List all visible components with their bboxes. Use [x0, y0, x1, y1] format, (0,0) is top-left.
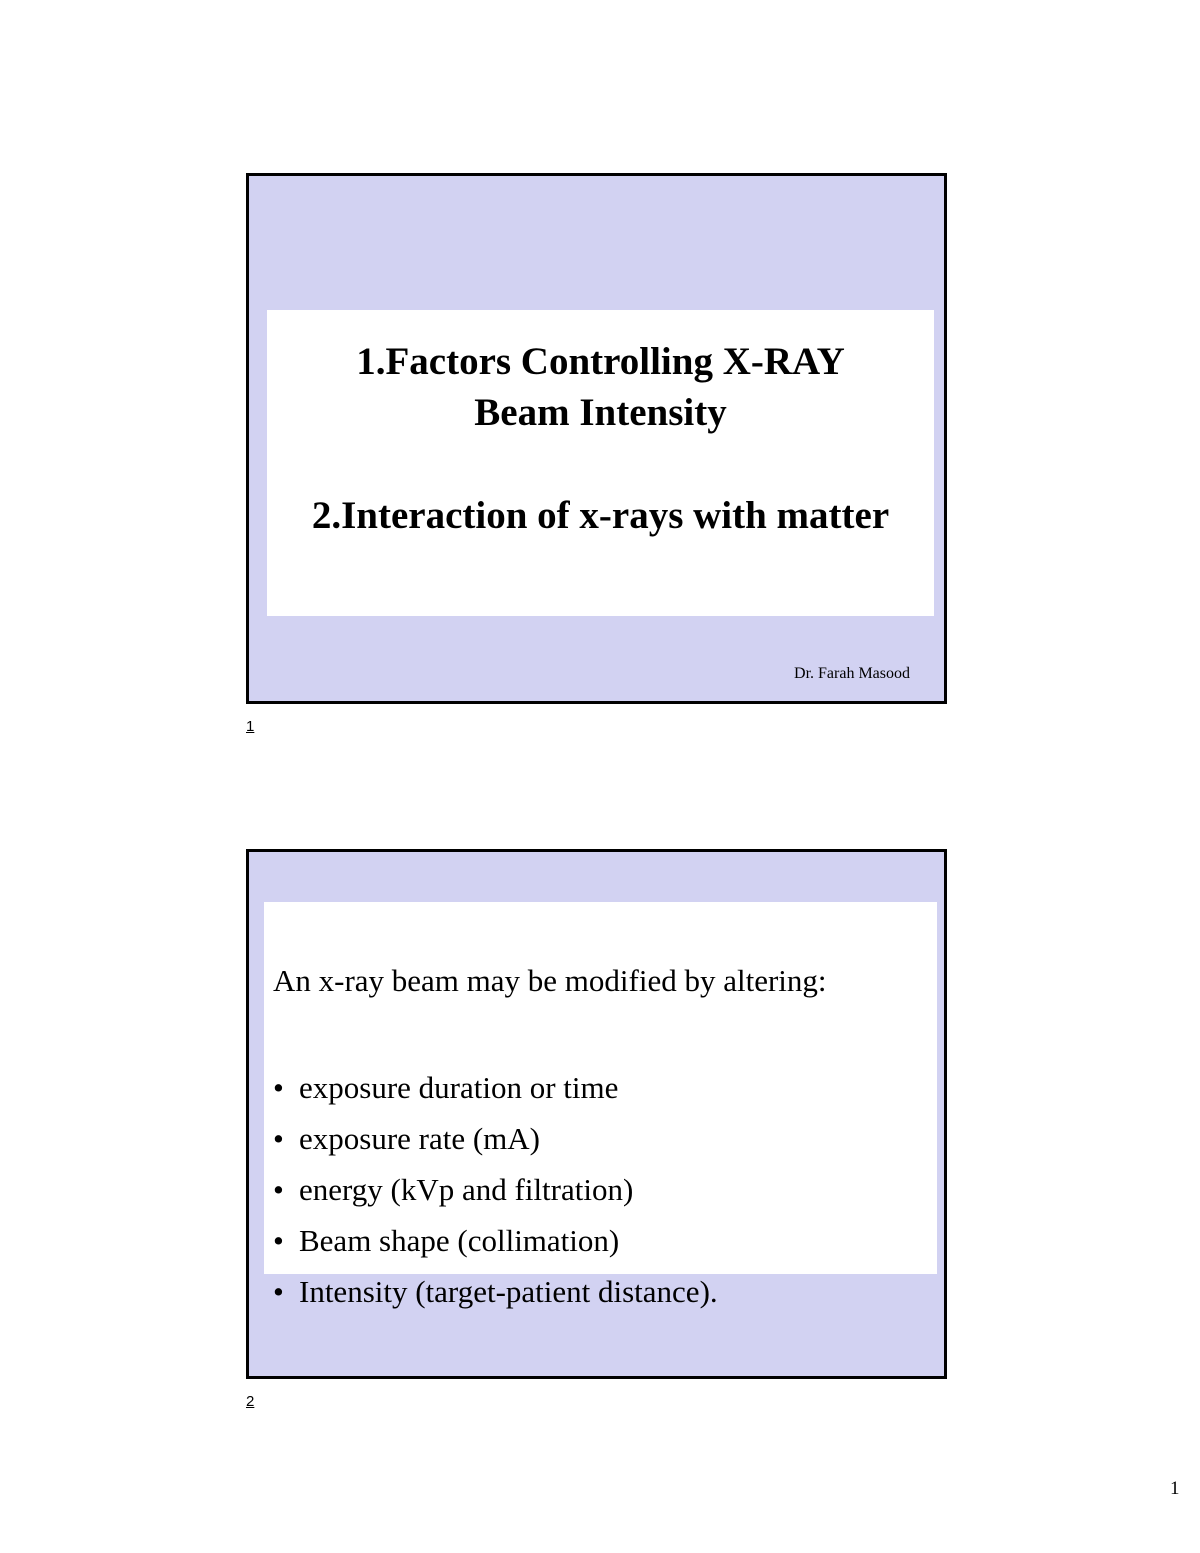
title-line-1: 1.Factors Controlling X-RAY [356, 340, 845, 383]
bullet-icon: • [273, 1223, 284, 1258]
lead-text: An x-ray beam may be modified by altering: [273, 963, 827, 998]
list-item [273, 1266, 718, 1317]
title-line-3: 2.Interaction of x-rays with matter [311, 494, 890, 537]
bullet-icon: • [273, 1274, 284, 1309]
bullet-text: energy (kVp and filtration) [299, 1172, 634, 1207]
bullet-icon: • [273, 1172, 284, 1207]
title-line-2: Beam Intensity [474, 391, 727, 434]
bullet-text: exposure duration or time [299, 1070, 619, 1105]
author-credit: Dr. Farah Masood [794, 665, 910, 682]
slide-2 [246, 849, 947, 1379]
page-number: 1 [1170, 1478, 1180, 1499]
list-item [273, 1062, 718, 1113]
list-item [273, 1215, 718, 1266]
slide-1 [246, 173, 947, 704]
title-box [267, 310, 934, 616]
bullet-icon: • [273, 1121, 284, 1156]
slide-number-2: 2 [246, 1393, 255, 1410]
bullet-text: exposure rate (mA) [299, 1121, 541, 1156]
content-box [264, 902, 937, 1309]
bullet-text: Beam shape (collimation) [299, 1223, 620, 1258]
bullet-list [273, 1062, 718, 1317]
bullet-text: Intensity (target-patient distance). [299, 1274, 718, 1309]
list-item [273, 1113, 718, 1164]
list-item [273, 1164, 718, 1215]
slide-number-1: 1 [246, 718, 255, 735]
bullet-icon: • [273, 1070, 284, 1105]
